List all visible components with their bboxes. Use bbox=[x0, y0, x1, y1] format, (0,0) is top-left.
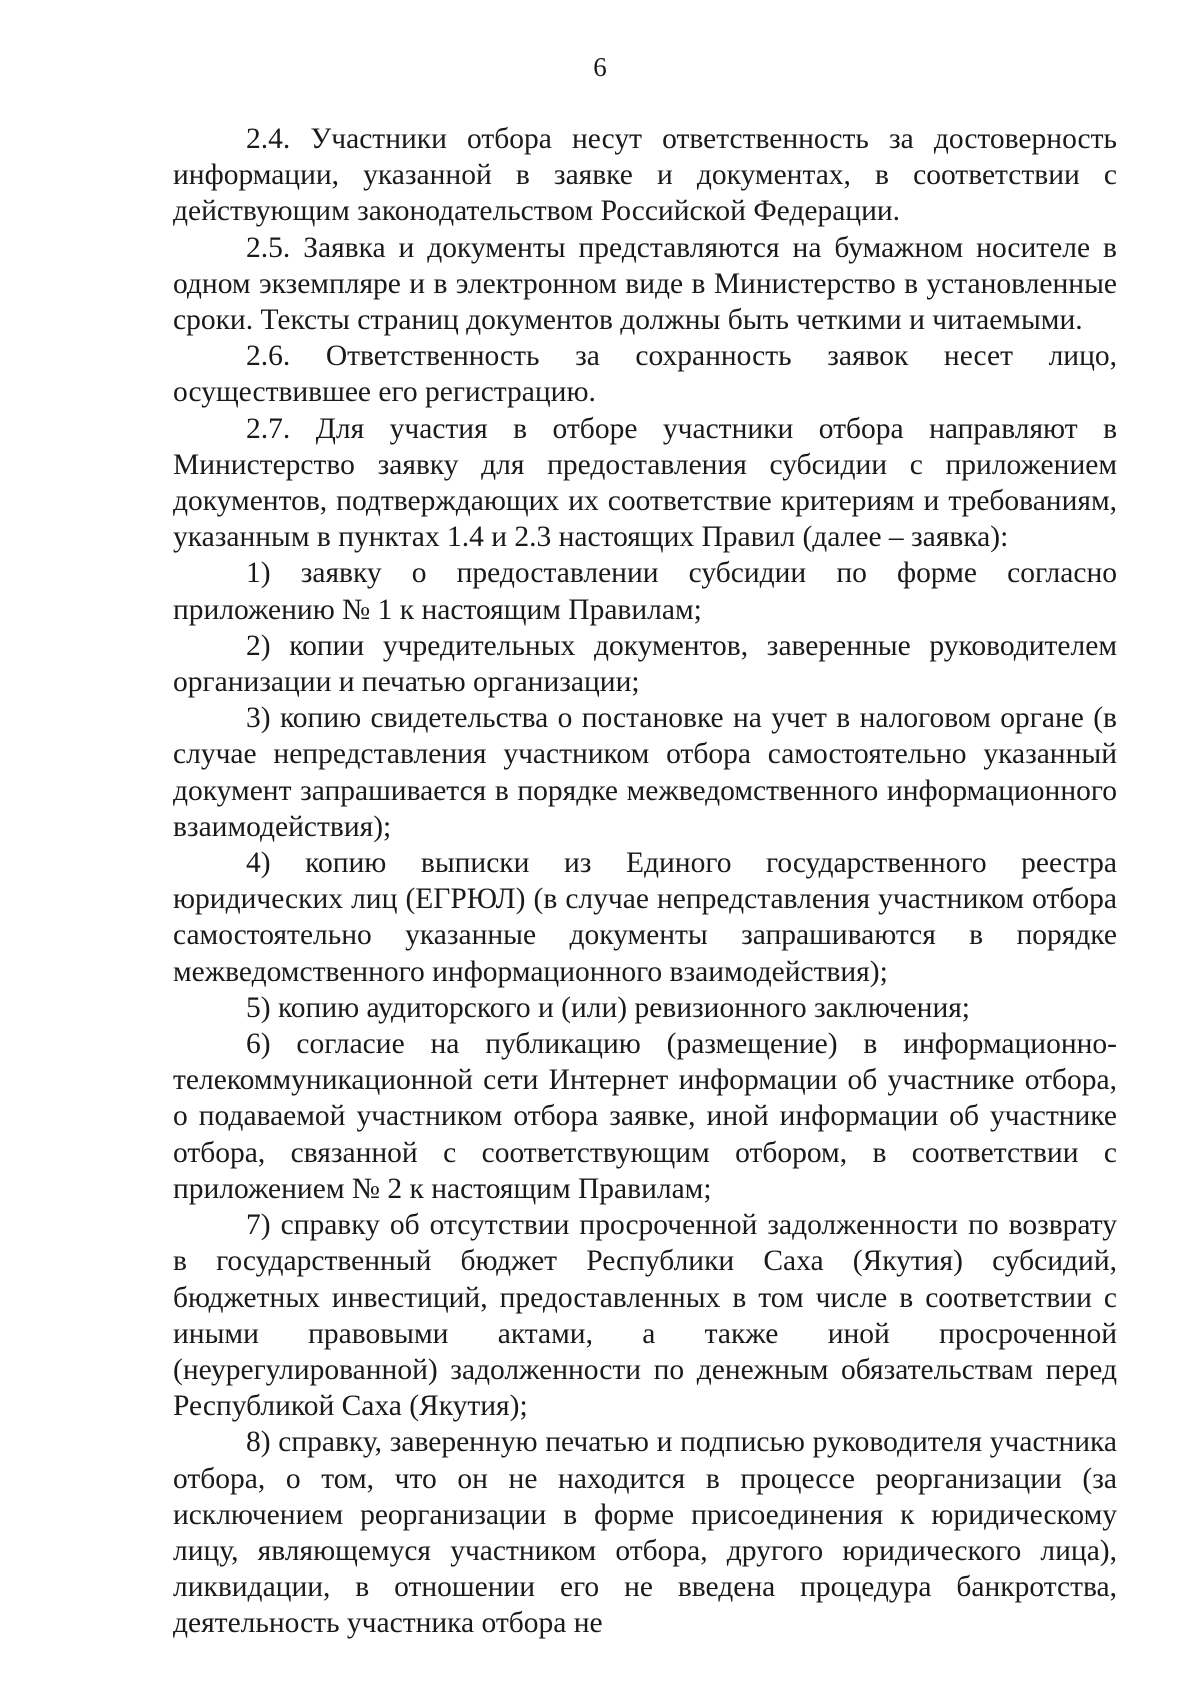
list-item-1: 1) заявку о предоставлении субсидии по форме согласно приложению № 1 к настоящим Правилам; bbox=[173, 557, 1117, 626]
paragraph-2-4: 2.4. Участники отбора несут ответственность за достоверность информации, указанной в заявке и документах, в соответствии с действующим законодательством Российской Федерации. bbox=[173, 123, 1117, 228]
paragraph-2-5: 2.5. Заявка и документы представляются на бумажном носителе в одном экземпляре и в электронном виде в Министерство в установленные сроки. Тексты страниц документов должны быть четкими и читаемыми. bbox=[173, 231, 1117, 337]
list-item-6: 6) согласие на публикацию (размещение) в информационно-телекоммуникационной сети Интернет информации об участнике отбора, о подаваемой участником отбора заявке, иной информации об участнике отбора, связанной с соответствующим отбором, в соответствии с приложением № 2 к настоящим Правилам; bbox=[173, 1028, 1117, 1205]
list-item-5: 5) копию аудиторского и (или) ревизионного заключения; bbox=[246, 991, 971, 1024]
list-item-7: 7) справку об отсутствии просроченной задолженности по возврату в государственный бюджет Республики Саха (Якутия) субсидий, бюджетных инвестиций, предоставленных в том числе в соответствии с иными правовыми актами, а также иной просроченной (неурегулированной) задолженности по денежным обязательствам перед Республикой Саха (Якутия); bbox=[173, 1209, 1117, 1423]
list-item-2: 2) копии учредительных документов, заверенные руководителем организации и печатью организации; bbox=[173, 629, 1117, 699]
page-number: 6 bbox=[593, 52, 607, 82]
document-body bbox=[173, 121, 1117, 1642]
paragraph-2-6: 2.6. Ответственность за сохранность заявок несет лицо, осуществившее его регистрацию. bbox=[173, 340, 1117, 409]
list-item-8: 8) справку, заверенную печатью и подписью руководителя участника отбора, о том, что он не находится в процессе реорганизации (за исключением реорганизации в форме присоединения к юридическому лицу, являющемуся участником отбора, другого юридического лица), ликвидации, в отношении его не введена процедура банкротства, деятельность участника отбора не bbox=[173, 1426, 1117, 1640]
list-item-3: 3) копию свидетельства о постановке на учет в налоговом органе (в случае непредставления участником отбора самостоятельно указанный документ запрашивается в порядке межведомственного информационного взаимодействия); bbox=[173, 702, 1117, 843]
paragraph-2-7: 2.7. Для участия в отборе участники отбора направляют в Министерство заявку для предоставления субсидии с приложением документов, подтверждающих их соответствие критериям и требованиям, указанным в пунктах 1.4 и 2.3 настоящих Правил (далее – заявка): bbox=[173, 412, 1117, 554]
list-item-4: 4) копию выписки из Единого государственного реестра юридических лиц (ЕГРЮЛ) (в случае непредставления участником отбора самостоятельно указанные документы запрашиваются в порядке межведомственного информационного взаимодействия); bbox=[173, 847, 1117, 988]
